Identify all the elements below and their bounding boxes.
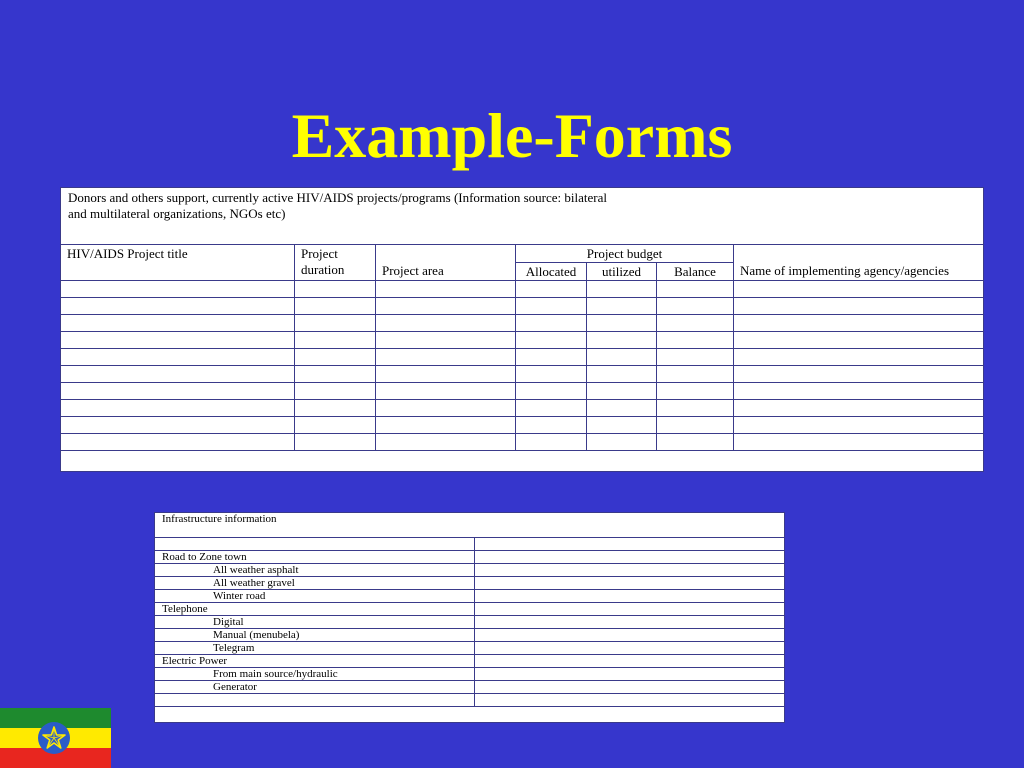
- infra-value-cell: [475, 668, 785, 681]
- header-project-area: Project area: [376, 245, 516, 281]
- infra-value-cell: [475, 655, 785, 668]
- table-caption: [61, 188, 984, 245]
- empty-cell: [376, 332, 516, 349]
- empty-cell: [734, 349, 984, 366]
- table-row: [61, 281, 984, 298]
- empty-cell: [295, 434, 376, 451]
- empty-cell: [516, 383, 587, 400]
- empty-cell: [376, 281, 516, 298]
- infra-label: Generator: [155, 681, 475, 694]
- table-row: [61, 349, 984, 366]
- infra-value-cell: [475, 577, 785, 590]
- empty-cell: [734, 434, 984, 451]
- blank-cell: [155, 694, 475, 707]
- header-agency: Name of implementing agency/agencies: [734, 245, 984, 281]
- duration-line: Project: [301, 246, 338, 261]
- empty-cell: [516, 281, 587, 298]
- empty-cell: [734, 383, 984, 400]
- empty-cell: [376, 417, 516, 434]
- empty-cell: [376, 315, 516, 332]
- empty-cell: [657, 366, 734, 383]
- table-row: [61, 366, 984, 383]
- blank-cell: [155, 538, 475, 551]
- header-allocated: Allocated: [516, 263, 587, 281]
- ethiopian-flag: [0, 708, 111, 768]
- empty-cell: [657, 434, 734, 451]
- table-footer-row: [61, 451, 984, 472]
- blank-cell: [475, 538, 785, 551]
- empty-cell: [734, 417, 984, 434]
- empty-cell: [295, 298, 376, 315]
- empty-cell: [587, 366, 657, 383]
- table-row: [61, 434, 984, 451]
- table-row: [61, 400, 984, 417]
- infra-label: Winter road: [155, 590, 475, 603]
- empty-cell: [587, 400, 657, 417]
- empty-cell: [516, 298, 587, 315]
- empty-cell: [587, 332, 657, 349]
- empty-cell: [587, 349, 657, 366]
- empty-cell: [295, 332, 376, 349]
- header-project-duration: [295, 245, 376, 281]
- caption-line: and multilateral organizations, NGOs etc): [68, 206, 286, 221]
- empty-cell: [657, 383, 734, 400]
- empty-cell: [61, 332, 295, 349]
- empty-cell: [587, 298, 657, 315]
- empty-cell: [587, 383, 657, 400]
- infra-label: Telephone: [155, 603, 475, 616]
- empty-cell: [61, 281, 295, 298]
- empty-cell: [61, 383, 295, 400]
- infra-label: Digital: [155, 616, 475, 629]
- header-project-budget: Project budget: [516, 245, 734, 263]
- blank-cell: [475, 694, 785, 707]
- empty-cell: [376, 434, 516, 451]
- empty-cell: [376, 349, 516, 366]
- infrastructure-footer-row: [155, 707, 785, 723]
- empty-cell: [61, 400, 295, 417]
- infra-value-cell: [475, 603, 785, 616]
- empty-cell: [61, 298, 295, 315]
- header-utilized: utilized: [587, 263, 657, 281]
- empty-cell: [295, 417, 376, 434]
- infrastructure-caption: Infrastructure information: [155, 513, 785, 538]
- empty-cell: [516, 315, 587, 332]
- infra-label: All weather gravel: [155, 577, 475, 590]
- infra-value-cell: [475, 616, 785, 629]
- empty-cell: [376, 298, 516, 315]
- infra-value-cell: [475, 629, 785, 642]
- empty-cell: [376, 400, 516, 417]
- empty-cell: [657, 332, 734, 349]
- empty-cell: [61, 417, 295, 434]
- caption-line: Donors and others support, currently active HIV/AIDS projects/programs (Information source: bilateral: [68, 190, 607, 205]
- empty-cell: [516, 332, 587, 349]
- slide-title: Example-Forms: [291, 100, 733, 171]
- empty-cell: [657, 315, 734, 332]
- infra-label: All weather asphalt: [155, 564, 475, 577]
- infra-value-cell: [475, 642, 785, 655]
- infrastructure-table: [154, 512, 785, 723]
- empty-cell: [734, 281, 984, 298]
- empty-cell: [516, 434, 587, 451]
- empty-cell: [734, 366, 984, 383]
- header-project-title: HIV/AIDS Project title: [61, 245, 295, 281]
- table-row: [61, 298, 984, 315]
- empty-cell: [295, 349, 376, 366]
- empty-cell: [587, 434, 657, 451]
- empty-cell: [61, 315, 295, 332]
- empty-cell: [295, 400, 376, 417]
- empty-cell: [657, 400, 734, 417]
- infra-label: Telegram: [155, 642, 475, 655]
- empty-cell: [516, 417, 587, 434]
- empty-cell: [516, 349, 587, 366]
- table-row: [61, 383, 984, 400]
- empty-cell: [734, 400, 984, 417]
- table-row: [61, 332, 984, 349]
- infra-label: Electric Power: [155, 655, 475, 668]
- empty-cell: [376, 366, 516, 383]
- empty-cell: [657, 298, 734, 315]
- empty-cell: [657, 349, 734, 366]
- empty-cell: [657, 281, 734, 298]
- donor-projects-table: [60, 187, 984, 472]
- infra-label: From main source/hydraulic: [155, 668, 475, 681]
- empty-cell: [516, 400, 587, 417]
- infra-label: Manual (menubela): [155, 629, 475, 642]
- empty-cell: [657, 417, 734, 434]
- empty-cell: [516, 366, 587, 383]
- empty-cell: [295, 383, 376, 400]
- infra-value-cell: [475, 590, 785, 603]
- duration-line: duration: [301, 262, 345, 277]
- empty-cell: [587, 315, 657, 332]
- infra-value-cell: [475, 551, 785, 564]
- empty-cell: [734, 315, 984, 332]
- star-emblem-icon: [38, 722, 70, 754]
- empty-cell: [376, 383, 516, 400]
- header-balance: Balance: [657, 263, 734, 281]
- empty-cell: [295, 281, 376, 298]
- empty-cell: [734, 298, 984, 315]
- empty-cell: [61, 434, 295, 451]
- empty-cell: [61, 366, 295, 383]
- infra-value-cell: [475, 564, 785, 577]
- empty-cell: [587, 417, 657, 434]
- table-row: [61, 315, 984, 332]
- infra-label: Road to Zone town: [155, 551, 475, 564]
- empty-cell: [734, 332, 984, 349]
- empty-cell: [295, 366, 376, 383]
- empty-cell: [587, 281, 657, 298]
- infra-value-cell: [475, 681, 785, 694]
- empty-cell: [295, 315, 376, 332]
- empty-cell: [61, 349, 295, 366]
- table-row: [61, 417, 984, 434]
